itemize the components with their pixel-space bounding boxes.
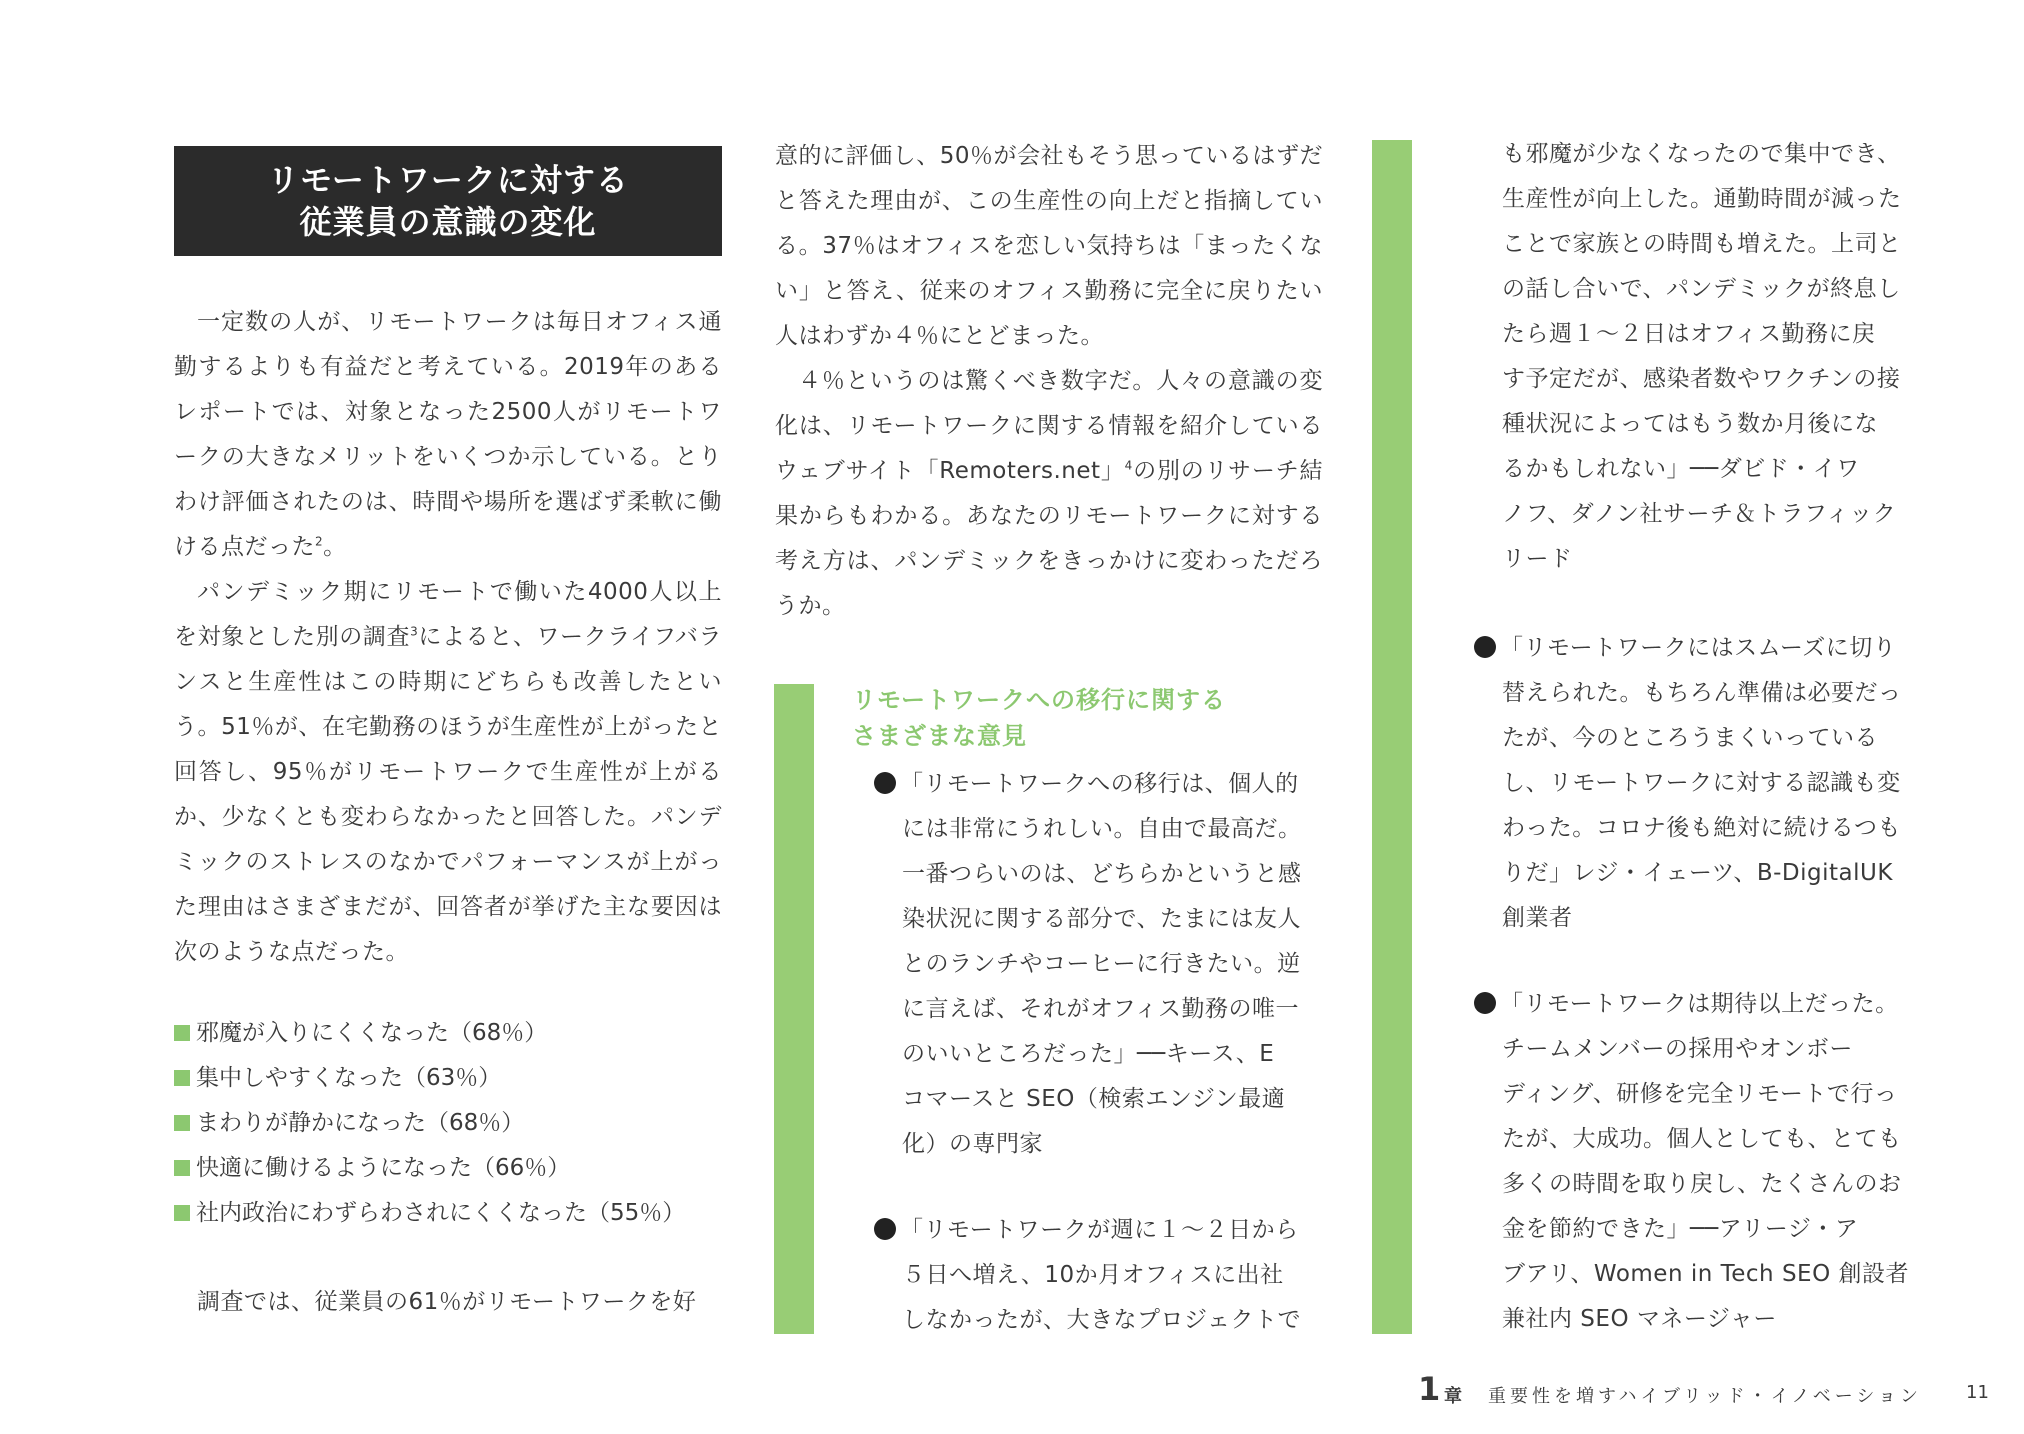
list-item: 集中しやすくなった（63％）	[174, 1056, 722, 1101]
quote-text: ５日へ増え、10か月オフィスに出社 しなかったが、大きなプロジェクトで	[902, 1262, 1302, 1333]
quote-block: 「リモートワークは期待以上だった。 チームメンバーの採用やオンボー ディング、研修を完全リモートで行っ たが、大成功。個人としても、とても 多くの時間を取り戻し、たくさんのお 金を節約できた」──アリージ・ア ブアリ、Women in Tech SEO 創設者 兼社内 SEO マネージャー	[1474, 982, 1909, 1342]
column-left	[174, 146, 722, 1325]
green-square-icon	[174, 1160, 190, 1176]
footnote-ref: 3	[410, 624, 419, 639]
sidebar-accent-bar	[774, 684, 814, 1334]
quote-block: 「リモートワークへの移行は、個人的 には非常にうれしい。自由で最高だ。 一番つらいのは、どちらかというと感 染状況に関する部分で、たまには友人 とのランチやコーヒーに行きたい。逆 に言えば、それがオフィス勤務の唯一 のいいところだった」──キース、E コマースと SEO（検索エンジン最適 化）の専門家	[874, 762, 1302, 1167]
body-text-left-end	[174, 1280, 722, 1325]
sidebar-accent-bar	[1372, 140, 1412, 1334]
column-middle	[775, 134, 1323, 629]
green-square-icon	[174, 1205, 190, 1221]
list-item: 快適に働けるようになった（66％）	[174, 1146, 722, 1191]
green-square-icon	[174, 1070, 190, 1086]
section-title-box	[174, 146, 722, 256]
quote-continued: も邪魔が少なくなったので集中でき、 生産性が向上した。通勤時間が減った ことで家族との時間も増えた。上司と の話し合いで、パンデミックが終息し たら週１～２日はオフィス勤務に戻 す予定だが、感染者数やワクチンの接 種状況によってはもう数か月後にな るかもしれない」──ダビド・イワ ノフ、ダノン社サーチ＆トラフィック リード	[1502, 141, 1902, 572]
body-text-left	[174, 300, 722, 975]
paragraph: 調査では、従業員の61％がリモートワークを好	[197, 1289, 697, 1315]
bullet-icon	[874, 772, 896, 794]
quote-block: 「リモートワークにはスムーズに切り 替えられた。もちろん準備は必要だっ たが、今のところうまくいっている し、リモートワークに対する認識も変 わった。コロナ後も絶対に続けるつも りだ」レジ・イェーツ、B-DigitalUK 創業者	[1474, 626, 1902, 941]
paragraph: ４％というのは驚くべき数字だ。人々の意識の変化は、リモートワークに関する情報を紹介しているウェブサイト「Remoters.net」$^4$の別のリサーチ結果からもわかる。あなたのリモートワークに対する考え方は、パンデミックをきっかけに変わっただろうか。	[775, 368, 1323, 619]
paragraph: 意的に評価し、50％が会社もそう思っているはずだと答えた理由が、この生産性の向上だと指摘している。37％はオフィスを恋しい気持ちは「まったくない」と答え、従来のオフィス勤務に完全に戻りたい人はわずか４％にとどまった。	[775, 143, 1323, 349]
footnote-ref: 4	[1124, 458, 1133, 473]
bullet-icon	[1474, 636, 1496, 658]
footnote-ref: 2	[315, 534, 324, 549]
bullet-icon	[874, 1218, 896, 1240]
paragraph: パンデミック期にリモートで働いた4000人以上を対象とした別の調査$^3$によると、ワークライフバランスと生産性はこの時期にどちらも改善したという。51％が、在宅勤務のほうが生産性が上がったと回答し、95％がリモートワークで生産性が上がるか、少なくとも変わらなかったと回答した。パンデミックのストレスのなかでパフォーマンスが上がった理由はさまざまだが、回答者が挙げた主な要因は次のような点だった。	[174, 579, 723, 965]
quote-text: チームメンバーの採用やオンボー ディング、研修を完全リモートで行っ たが、大成功。個人としても、とても 多くの時間を取り戻し、たくさんのお 金を節約できた」──アリージ・ア ブアリ、Women in Tech SEO 創設者 兼社内 SEO マネージャー	[1502, 1036, 1909, 1332]
bullet-icon	[1474, 992, 1496, 1014]
list-item: まわりが静かになった（68％）	[174, 1101, 722, 1146]
body-text-middle	[775, 134, 1323, 629]
quote-text: 替えられた。もちろん準備は必要だっ たが、今のところうまくいっている し、リモートワークに対する認識も変 わった。コロナ後も絶対に続けるつも りだ」レジ・イェーツ、B-DigitalUK 創業者	[1502, 680, 1902, 931]
quote-text: には非常にうれしい。自由で最高だ。 一番つらいのは、どちらかというと感 染状況に関する部分で、たまには友人 とのランチやコーヒーに行きたい。逆 に言えば、それがオフィス勤務の唯一 のいいところだった」──キース、E コマースと SEO（検索エンジン最適 化）の専門家	[902, 816, 1302, 1157]
opinions-title: リモートワークへの移行に関する さまざまな意見	[852, 686, 1227, 750]
factor-list	[174, 1011, 722, 1236]
chapter-label: 章	[1444, 1386, 1462, 1407]
green-square-icon	[174, 1115, 190, 1131]
page-footer	[1418, 1370, 1989, 1414]
chapter-number: 1	[1418, 1370, 1441, 1408]
list-item: 社内政治にわずらわされにくくなった（55％）	[174, 1191, 722, 1236]
page-number: 11	[1966, 1382, 1989, 1403]
quote-block: 「リモートワークが週に１～２日から ５日へ増え、10か月オフィスに出社 しなかったが、大きなプロジェクトで	[874, 1208, 1301, 1343]
section-title-line1: リモートワークに対する	[267, 161, 629, 199]
paragraph: 一定数の人が、リモートワークは毎日オフィス通勤するよりも有益だと考えている。2019年のあるレポートでは、対象となった2500人がリモートワークの大きなメリットをいくつか示している。とりわけ評価されたのは、時間や場所を選ばず柔軟に働ける点だった$^2$。	[174, 309, 722, 560]
section-title-line2: 従業員の意識の変化	[299, 203, 597, 241]
chapter-title: 重要性を増すハイブリッド・イノベーション	[1488, 1386, 1923, 1407]
green-square-icon	[174, 1025, 190, 1041]
list-item: 邪魔が入りにくくなった（68％）	[174, 1011, 722, 1056]
